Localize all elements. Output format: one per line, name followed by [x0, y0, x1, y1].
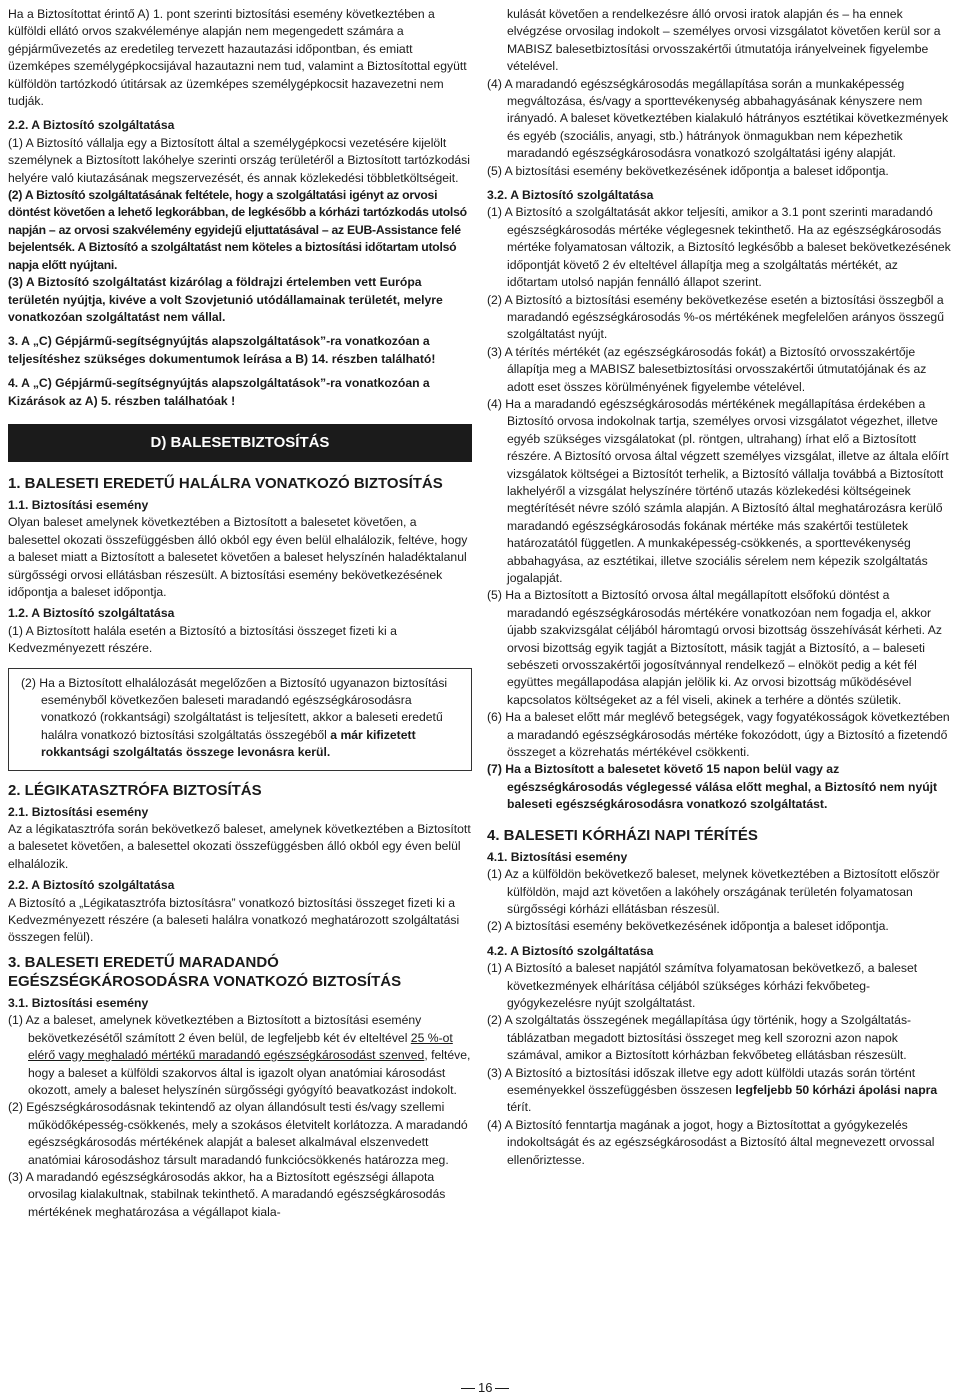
section-2-2b-title: 2.2. A Biztosító szolgáltatása	[8, 878, 175, 893]
section-1-2-para-1: (1) A Biztosított halála esetén a Biztosító a biztosítási összeget fizeti ki a Kedvezményezett részére.	[8, 623, 397, 656]
section-4-1-para-1: (1) Az a külföldön bekövetkező baleset, melynek következtében a Biztosított először külföldön, majd azt követően a lakóhely országának területén folyamatosan sürgősségi kórházi ellátásban részesül.	[487, 867, 940, 916]
section-2-2-para-3: (3) A Biztosító szolgáltatást kizárólag a földrajzi értelemben vett Európa területén nyújtja, kivéve a volt Szovjetunió utódállamainak területét, melyre vonatkozóan szolgáltatást nem vállal.	[8, 275, 443, 324]
heading-1: 1. BALESETI EREDETŰ HALÁLRA VONATKOZÓ BIZTOSÍTÁS	[8, 474, 443, 492]
s31-p1-text-a: (1) Az a baleset, amelynek következtében a Biztosított a biztosítási esemény bekövetkezésétől számított 2 éven belül, de legfeljebb két év elteltével	[8, 1013, 422, 1045]
section-2-2b-text: A Biztosító a „Légikatasztrófa biztosításra” vonatkozó biztosítási összeget fizeti ki a Kedvezményezett részére (a baleseti halálra vonatkozó meghatározott szolgáltatási összegen felül).	[8, 895, 460, 945]
section-3-2-title: 3.2. A Biztosító szolgáltatása	[487, 188, 654, 203]
heading-4: 4. BALESETI KÓRHÁZI NAPI TÉRÍTÉS	[487, 826, 758, 844]
framed-bold-text: a már kifizetett rokkantsági szolgáltatás összege levonásra kerül.	[41, 727, 416, 760]
s42-p3-text-a: (3) A Biztosító a biztosítási időszak illetve egy adott külföldi utazás során történt eseményekkel összefüggésben összesen	[487, 1065, 916, 1097]
s31-p1-underlined: 25 %-ot elérő vagy meghaladó mértékű maradandó egészségkárosodást szenved	[28, 1030, 453, 1063]
section-2-1-text: Az a légikatasztrófa során bekövetkező baleset, amelynek következtében a Biztosított a balesetet követően, a balesettel okozati összefüggésben álló okból egy éven belül elhalálozik.	[8, 822, 471, 871]
section-3-2-para-4: (4) Ha a maradandó egészségkárosodás mértékének megállapítása érdekében a Biztosító orvosa indokolnak tartja, személyes orvosi vizsgálatot végezhet, illetve egyéb szükséges vizsgálatokat (pl. röntgen, ultrahang) írhat elő a Biztosított részére. A Biztosító orvosa által végzett személyes vizsgálat, illetve az általa előírt vizsgálatok költségei a Biztosítót terhelik, a Biztosító vállalja továbbá a Biztosított lakhelyéről a vizsgálat helyszínére történő utazás közlekedési költségeinek megtérítését névre szóló számla alapján. A Biztosító által meghatározásra kerülő maradandó egészségkárosodás fokának mértéke más szakértői testületek határozatától független. A munkaképesség-csökkenés, a sporttevékenység abbahagyása, az esztétikai, illetve szociális sérelem nem képezik szolgáltatás jogalapját.	[487, 396, 949, 585]
s31-p1-text-b: , feltéve, hogy a baleset a külföldi szakorvos által is igazolt olyan anatómiai károsodást okozott, amely a baleset helyszínén sürgősségi gyógyító beavatkozást indokolt.	[28, 1048, 471, 1097]
section-2-2-para-2: (2) A Biztosító szolgáltatásának feltétele, hogy a szolgáltatási igényt az orvosi döntést követően a lehető legkorábban, de legkésőbb a kórházi tartózkodás utolsó napján – az orvosi szakvélemény egyidejű eljuttatásával – az EUB-Assistance felé bejelentsék. A Biztosító a szolgáltatást nem köteles a biztosítási időtartam utolsó napja előtt nyújtani.	[8, 188, 467, 272]
section-4-2-para-1: (1) A Biztosító a baleset napjától számítva folyamatosan bekövetkező, a baleset következmények elhárítása céljából szükséges kórházi fekvőbeteg-gyógykezelésre nyújt szolgáltatást.	[487, 961, 918, 1010]
page-number: 16	[478, 1380, 493, 1395]
section-3-1-para-4: (4) A maradandó egészségkárosodás megállapítása során a munkaképesség megváltozása, és/vagy a sporttevékenység abbahagyásának kényszere nem irányadó. A baleset következtében kialakuló hátrányos esztétikai következmények és egyéb (szociális, anyagi, stb.) hátrányok önmagukban nem képezhetik maradandó egészségkárosodásra vonatkozó szolgáltatási igény alapját.	[487, 76, 949, 161]
section-3-2-para-2: (2) A Biztosító a biztosítási esemény bekövetkezése esetén a biztosítási összegből a maradandó egészségkárosodás %-os mértékének megfelelően arányos összegű szolgáltatást nyújt.	[487, 292, 944, 342]
s42-p3-bold: legfeljebb 50 kórházi ápolási napra	[735, 1082, 938, 1097]
section-4-2-para-3	[487, 1065, 952, 1117]
section-3-1-para-2: (2) Egészségkárosodásnak tekintendő az olyan állandósult testi és/vagy szellemi működőképesség-csökkenés, mely a szokásos életvitelt korlátozza. A maradandó egészségkárosodás mértékének alapját a baleset alkalmával elszenvedett anatómiai károsodáshoz társult maradandó funkciócsökkenés határozza meg.	[8, 1100, 468, 1167]
section-3-2-para-6: (6) Ha a baleset előtt már meglévő betegségek, vagy fogyatékosságok következtében a maradandó egészségkárosodás mértéke fokozódott, úgy a Biztosító a fizetendő összeget a közrehatás mértékével csökkenti.	[487, 710, 950, 760]
section-1-1-title: 1.1. Biztosítási esemény	[8, 497, 149, 512]
section-3-1-para-5: (5) A biztosítási esemény bekövetkezésének időpontja a baleset időpontja.	[487, 163, 889, 178]
section-3-1-para-3: (3) A maradandó egészségkárosodás akkor, ha a Biztosított egészségi állapota orvosilag kialakultnak, stabilnak tekinthető. A maradandó egészségkárosodás mértékének meghatározása a végállapot kiala-	[8, 1169, 446, 1219]
section-4-2-para-2: (2) A szolgáltatás összegének megállapítása úgy történik, hogy a Szolgáltatás-táblázatban megadott biztosítási összeget meg kell szorozni azon napok számával, amikor a Biztosított kórházban fekvőbeteg ellátásban részesült.	[487, 1013, 912, 1063]
section-4-1-para-2: (2) A biztosítási esemény bekövetkezésének időpontja a baleset időpontja.	[487, 919, 889, 934]
note-4: 4. A „C) Gépjármű-segítségnyújtás alapszolgáltatások”-ra vonatkozóan a Kizárások az A) 5. részben találhatóak !	[8, 376, 430, 408]
section-3-2-para-1: (1) A Biztosító a szolgáltatását akkor teljesíti, amikor a 3.1 pont szerinti maradandó egészségkárosodás mértéke véglegesnek tekinthető. Ha az egészségkárosodás mértéke folyamatosan változik, a Biztosító legkésőbb a baleset bekövetkezésének időpontját követő 2 év elteltével állapítja meg a szolgáltatás mértékét, az időtartam utolsó napján fennálló állapot szerint.	[487, 205, 951, 290]
framed-paragraph	[21, 675, 463, 762]
section-2-2-title: 2.2. A Biztosító szolgáltatása	[8, 118, 175, 133]
section-2-2-para-1: (1) A Biztosító vállalja egy a Biztosított által a személygépkocsi vezetésére kijelölt személynek a Biztosított lakóhelye szerinti ország területéről a Biztosított tartózkodási helyére való kiutazásának megszervezését, és annak közlekedési többletköltségeit.	[8, 135, 470, 185]
section-3-2-para-5: (5) Ha a Biztosított a Biztosító orvosa által megállapított elsőfokú döntést a maradandó egészségkárosodás mértékére vonatkozóan nem fogadja el, akkor újabb szakvizsgálat céljából háromtagú orvosi bizottság összehívását kérheti. Az orvosi bizottság egyik tagját a Biztosított, másik tagját a Biztosító, a – baleseti sebészeti orvosszakértői jogosítvánnyal rendelkező – elnököt pedig a két fél együttes megállapodása alapján jelölik ki. Az orvosi bizottság működésével kapcsolatos költségeket az a fél viseli, akinek a terhére a döntés születik.	[487, 588, 942, 707]
section-d-heading: D) BALESETBIZTOSÍTÁS	[8, 424, 472, 462]
footer-dash-right	[495, 1388, 509, 1389]
heading-3: 3. BALESETI EREDETŰ MARADANDÓ EGÉSZSÉGKÁROSODÁSRA VONATKOZÓ BIZTOSÍTÁS	[8, 953, 402, 990]
heading-2: 2. LÉGIKATASZTRÓFA BIZTOSÍTÁS	[8, 781, 262, 799]
highlight-frame	[8, 668, 472, 771]
section-3-2-para-3: (3) A térítés mértékét (az egészségkárosodás fokát) a Biztosító orvosszakértője állapítja meg a MABISZ balesetbiztosítási orvosszakértői útmutatójának és az adott eset összes körülményének figyelembe vételével.	[487, 344, 927, 394]
left-column	[8, 6, 472, 1221]
section-3-1-title: 3.1. Biztosítási esemény	[8, 995, 149, 1010]
page-number-footer	[458, 1381, 512, 1395]
intro-paragraph: Ha a Biztosítottat érintő A) 1. pont szerinti biztosítási esemény következtében a külföldi ellátó orvos szakvéleménye alapján nem megengedett számára a gépjárművezetés az eredetileg tervezett hazautazási időpontban, és emiatt üzemképes személygépkocsijával hazautazni nem tud, valamint a Biztosítottal együtt külföldön tartózkodó útitársak az üzemképes személygépkocsit hazavezetni nem tudják.	[8, 7, 467, 109]
section-4-2-para-4: (4) A Biztosító fenntartja magának a jogot, hogy a Biztosítottat a gyógykezelés indokoltságát és az egészségkárosodást a Biztosító által megnevezett orvossal ellenőriztesse.	[487, 1117, 935, 1167]
section-1-2-title: 1.2. A Biztosító szolgáltatása	[8, 606, 175, 621]
footer-dash-left	[461, 1388, 475, 1389]
note-3: 3. A „C) Gépjármű-segítségnyújtás alapszolgáltatások”-ra vonatkozóan a teljesítéshez szükséges dokumentumok leírása a B) 14. részben található!	[8, 334, 436, 366]
continued-paragraph: kulását követően a rendelkezésre álló orvosi iratok alapján és – ha ennek elvégzése orvosilag indokolt – személyes orvosi vizsgálatot követően kerül sor a MABISZ balesetbiztosítási orvosszakértői útmutatója irányelveinek figyelembe vételével.	[507, 7, 941, 74]
section-1-1-text: Olyan baleset amelynek következtében a Biztosított a balesetet követően, a balesettel okozati összefüggésben álló okból egy éven belül elhalálozik, feltéve, hogy a baleset miatt a Biztosított a balesetet követően a baleset helyszínén haladéktalanul sürgősségi orvosi ellátásban részesült. A biztosítási esemény bekövetkezésének időpontja a baleset időpontja.	[8, 515, 468, 599]
section-3-2-para-7: (7) Ha a Biztosított a balesetet követő 15 napon belül vagy az egészségkárosodás véglegessé válása előtt meghal, a Biztosító nem nyújt baleseti egészségkárosodásra vonatkozó szolgáltatást.	[487, 762, 938, 812]
right-column	[487, 6, 952, 1169]
section-3-1-para-1	[8, 1012, 472, 1099]
s42-p3-text-c: térít.	[507, 1100, 532, 1115]
framed-text: (2) Ha a Biztosított elhalálozását megelőzően a Biztosító ugyanazon biztosítási eseményből következően baleseti maradandó egészségkárosodásra vonatkozó (rokkantsági) szolgáltatást is teljesített, akkor a baleseti eredetű halálra vonatkozó biztosítási szolgáltatás összegéből	[21, 675, 448, 742]
section-4-1-title: 4.1. Biztosítási esemény	[487, 849, 628, 864]
section-4-2-title: 4.2. A Biztosító szolgáltatása	[487, 943, 654, 958]
section-2-1-title: 2.1. Biztosítási esemény	[8, 804, 149, 819]
